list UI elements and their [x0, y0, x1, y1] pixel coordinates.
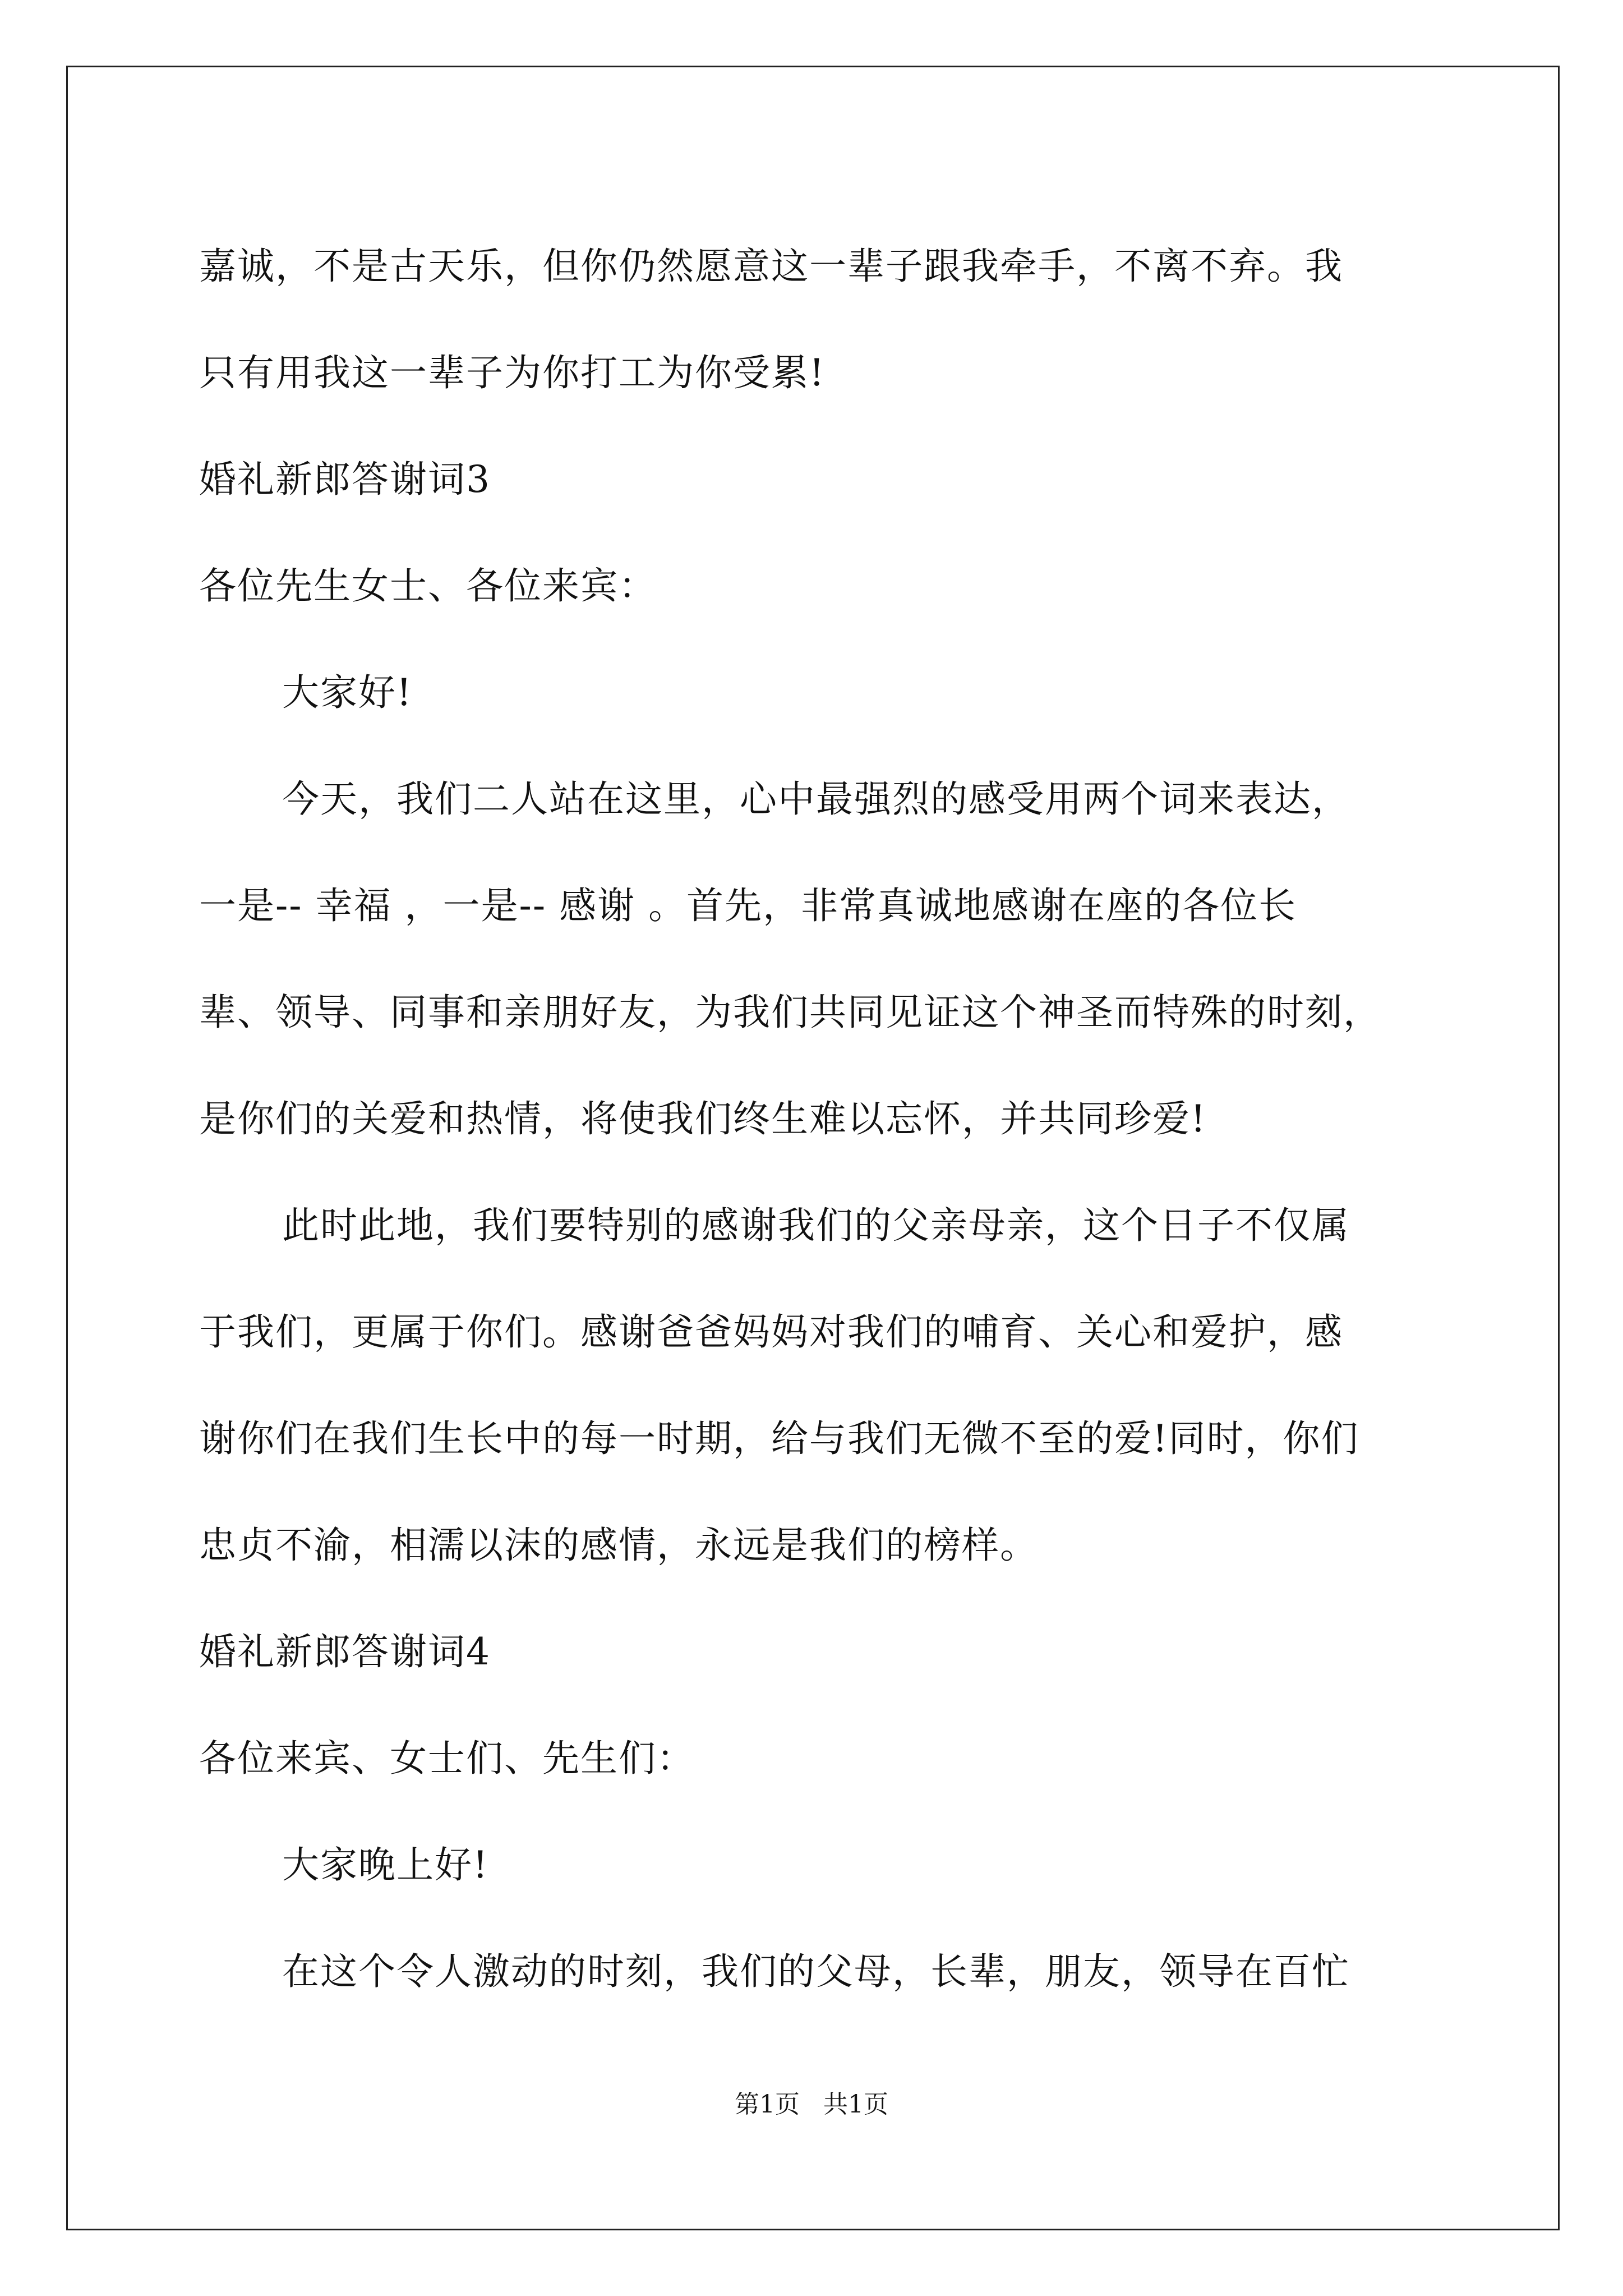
salutation: 各位来宾、女士们、先生们： [199, 1737, 695, 1780]
text-line: 忠贞不渝，相濡以沫的感情，永远是我们的榜样。 [199, 1524, 1038, 1567]
text-line: 是你们的关爱和热情，将使我们终生难以忘怀，并共同珍爱! [199, 1097, 1207, 1140]
paragraph-start: 今天，我们二人站在这里，心中最强烈的感受用两个词来表达， [282, 777, 1350, 821]
text-line: 一是-- 幸福 ，一是-- 感谢 。首先，非常真诚地感谢在座的各位长 [199, 884, 1297, 927]
document-body [199, 213, 1461, 2025]
text-line: 嘉诚，不是古天乐，但你仍然愿意这一辈子跟我牵手，不离不弃。我 [199, 245, 1343, 288]
text-line: 只有用我这一辈子为你打工为你受累! [199, 351, 826, 394]
section-heading: 婚礼新郎答谢词3 [199, 458, 491, 501]
paragraph-start: 此时此地，我们要特别的感谢我们的父亲母亲，这个日子不仅属 [282, 1204, 1350, 1247]
text-line: 谢你们在我们生长中的每一时期，给与我们无微不至的爱!同时，你们 [199, 1417, 1359, 1460]
text-line: 辈、领导、同事和亲朋好友，为我们共同见证这个神圣而特殊的时刻， [199, 991, 1381, 1034]
salutation: 各位先生女士、各位来宾： [199, 564, 657, 608]
section-heading: 婚礼新郎答谢词4 [199, 1630, 491, 1673]
paragraph-start: 在这个令人激动的时刻，我们的父母，长辈，朋友，领导在百忙 [282, 1950, 1350, 1993]
greeting: 大家晚上好! [282, 1843, 489, 1887]
greeting: 大家好! [282, 671, 413, 714]
text-line: 于我们，更属于你们。感谢爸爸妈妈对我们的哺育、关心和爱护，感 [199, 1310, 1343, 1354]
page-footer: 第1页 共1页 [735, 2090, 888, 2119]
